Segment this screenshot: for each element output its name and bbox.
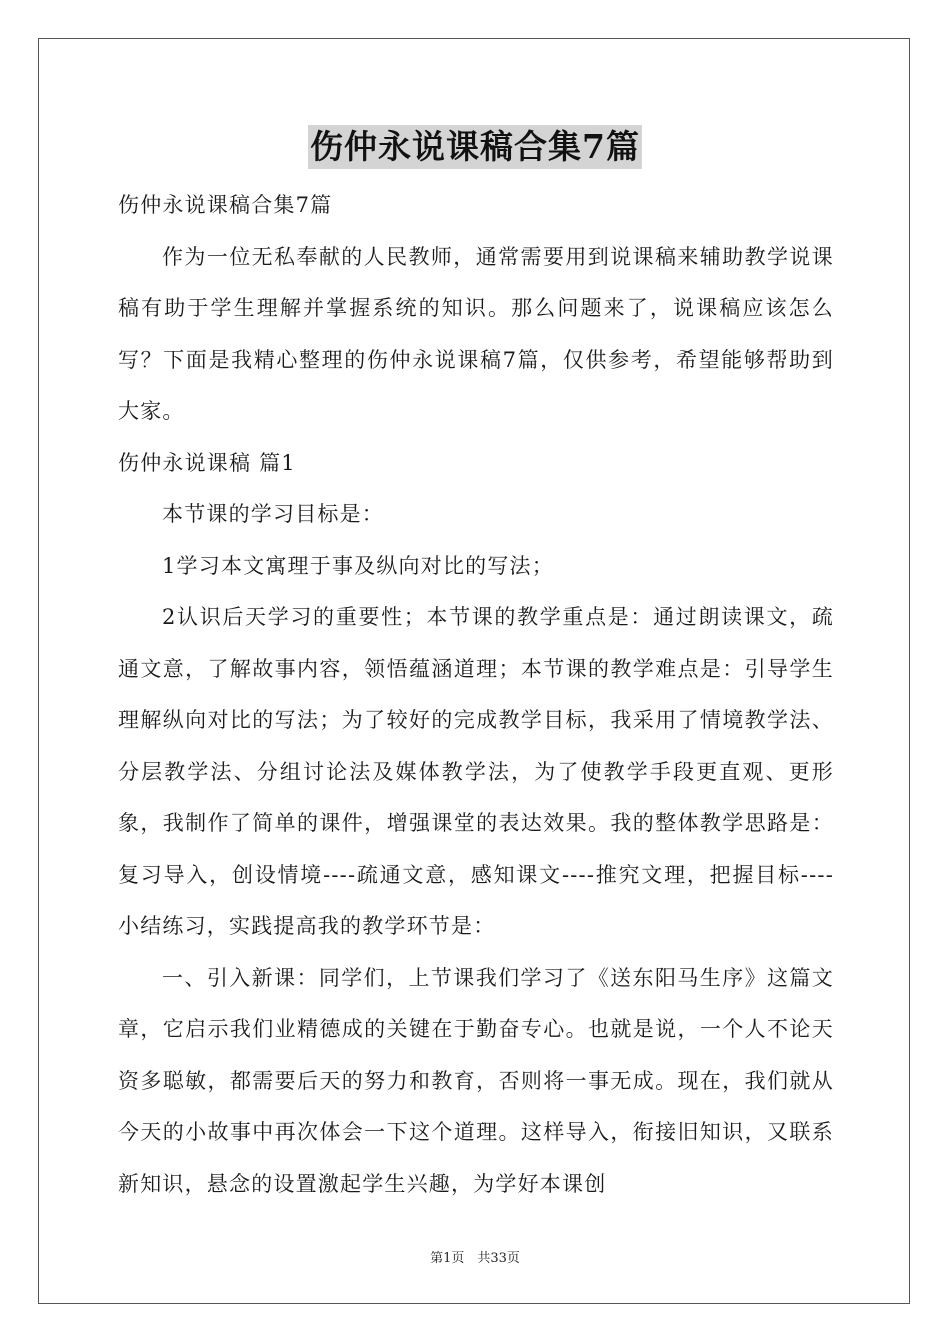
- body-paragraph: 1学习本文寓理于事及纵向对比的写法；: [162, 553, 554, 578]
- body-paragraph: 作为一位无私奉献的人民教师，通常需要用到说课稿来辅助教学说课稿有助于学生理解并掌握系统的知识。那么问题来了，说课稿应该怎么写？下面是我精心整理的伤仲永说课稿7篇，仅供参考，希望能够帮助到大家。: [118, 244, 834, 423]
- body-paragraph: 伤仲永说课稿 篇1: [118, 450, 296, 475]
- body-paragraph: 伤仲永说课稿合集7篇: [118, 193, 333, 217]
- body-paragraph: 2认识后天学习的重要性；本节课的教学重点是：通过朗读课文，疏通文意，了解故事内容，领悟蕴涵道理；本节课的教学难点是：引导学生理解纵向对比的写法；为了较好的完成教学目标，我采用了情境教学法、分层教学法、分组讨论法及媒体教学法，为了使教学手段更直观、更形象，我制作了简单的课件，增强课堂的表达效果。我的整体教学思路是：复习导入，创设情境----疏通文意，感知课文----推究文理，把握目标----小结练习，实践提高我的教学环节是：: [118, 605, 834, 938]
- document-body: [118, 180, 834, 1210]
- document-title: 伤仲永说课稿合集7篇: [308, 125, 642, 169]
- body-paragraph: 本节课的学习目标是：: [162, 502, 384, 526]
- body-paragraph: 一、引入新课：同学们，上节课我们学习了《送东阳马生序》这篇文章，它启示我们业精德成的关键在于勤奋专心。也就是说，一个人不论天资多聪敏，都需要后天的努力和教育，否则将一事无成。现在，我们就从今天的小故事中再次体会一下这个道理。这样导入，衔接旧知识，又联系新知识，悬念的设置激起学生兴趣，为学好本课创: [118, 965, 834, 1196]
- title-container: [0, 125, 950, 169]
- page-footer: 第1页 共33页: [430, 1251, 520, 1266]
